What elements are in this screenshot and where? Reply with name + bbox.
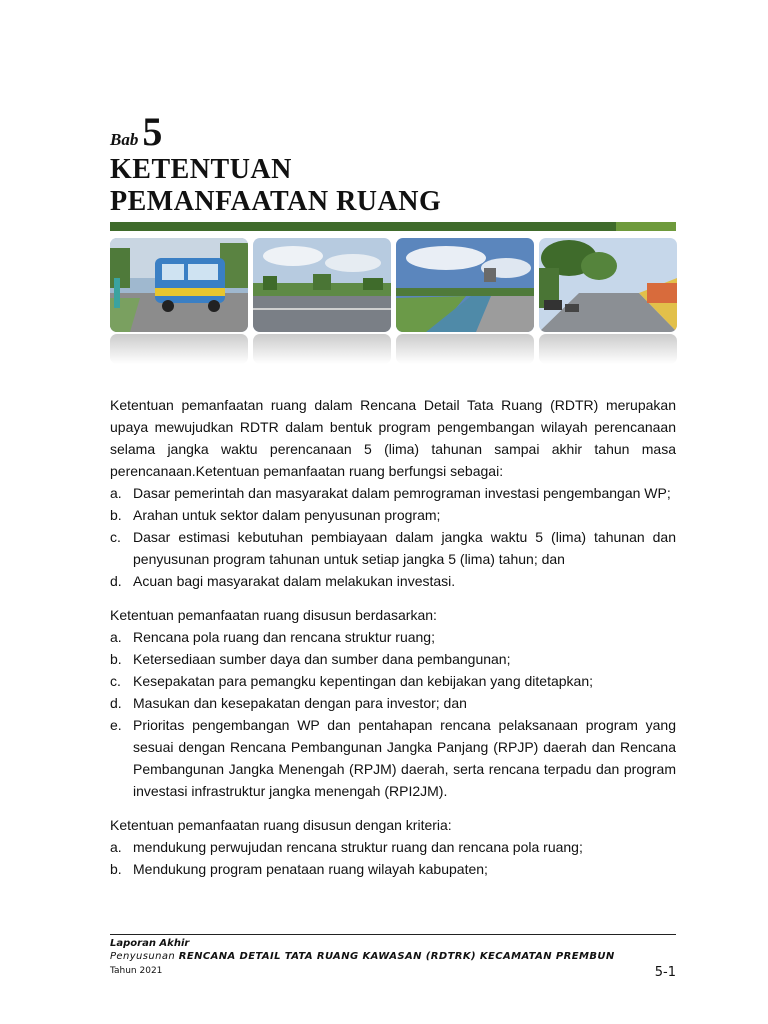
chapter-body (110, 394, 676, 880)
photo-street-angkot (110, 238, 248, 332)
chapter-title-line-2: PEMANFAATAN RUANG (110, 186, 442, 217)
list-item: d. Masukan dan kesepakatan dengan para investor; dan (110, 695, 467, 711)
intro-paragraph: Ketentuan pemanfaatan ruang dalam Rencana Detail Tata Ruang (RDTR) merupakan upaya mewujudkan RDTR dalam bentuk program pengembangan wilayah perencanaan selama jangka waktu perencanaan 5 (lima) tahunan sampai akhir tahun masa perencanaan.Ketentuan pemanfaatan ruang berfungsi sebagai: (110, 397, 676, 479)
chapter-number: 5 (142, 109, 163, 154)
footer-document-title: Penyusunan RENCANA DETAIL TATA RUANG KAWASAN (RDTRK) KECAMATAN PREMBUN (110, 951, 615, 962)
photo-strip (110, 238, 676, 366)
list-item: b. Mendukung program penataan ruang wilayah kabupaten; (110, 861, 488, 877)
basis-list (110, 626, 676, 802)
footer-year: Tahun 2021 (110, 966, 163, 976)
list-item: b. Ketersediaan sumber daya dan sumber dana pembangunan; (110, 651, 511, 667)
chapter-word: Bab (110, 130, 139, 149)
criteria-list (110, 836, 676, 880)
criteria-intro: Ketentuan pemanfaatan ruang disusun dengan kriteria: (110, 817, 452, 833)
chapter-title-line-1: KETENTUAN (110, 154, 292, 185)
list-item: a. mendukung perwujudan rencana struktur ruang dan rencana pola ruang; (110, 839, 583, 855)
photo-reflection (539, 334, 677, 364)
title-divider-accent (616, 222, 676, 231)
list-item: a. Dasar pemerintah dan masyarakat dalam pemrograman investasi pengembangan WP; (110, 485, 671, 501)
list-item: b. Arahan untuk sektor dalam penyusunan program; (110, 507, 441, 523)
list-item: c. Kesepakatan para pemangku kepentingan dan kebijakan yang ditetapkan; (110, 673, 594, 689)
photo-road-intersection (253, 238, 391, 332)
photo-reflection (396, 334, 534, 364)
list-item: a. Rencana pola ruang dan rencana struktur ruang; (110, 629, 435, 645)
page-number: 5-1 (654, 965, 676, 980)
photo-reflection (110, 334, 248, 364)
footer-report-type: Laporan Akhir (110, 938, 190, 949)
page-footer (110, 934, 676, 980)
list-item: c. Dasar estimasi kebutuhan pembiayaan dalam jangka waktu 5 (lima) tahunan dan penyusunan program tahunan untuk setiap jangka 5 (lima) tahun; dan (110, 529, 676, 567)
list-item: d. Acuan bagi masyarakat dalam melakukan investasi. (110, 573, 456, 589)
photo-canal-road (396, 238, 534, 332)
photo-reflection (253, 334, 391, 364)
chapter-title (110, 154, 690, 218)
photo-village-street (539, 238, 677, 332)
chapter-label (110, 108, 162, 155)
basis-intro: Ketentuan pemanfaatan ruang disusun berdasarkan: (110, 607, 437, 623)
title-divider-bar (110, 222, 676, 231)
functions-list (110, 482, 676, 592)
list-item: e. Prioritas pengembangan WP dan pentahapan rencana pelaksanaan program yang sesuai dengan Rencana Pembangunan Jangka Panjang (RPJP) daerah dan Rencana Pembangunan Jangka Menengah (RPJM) daerah, serta rencana terpadu dan program investasi infrastruktur jangka menengah (RPI2JM). (110, 717, 676, 799)
